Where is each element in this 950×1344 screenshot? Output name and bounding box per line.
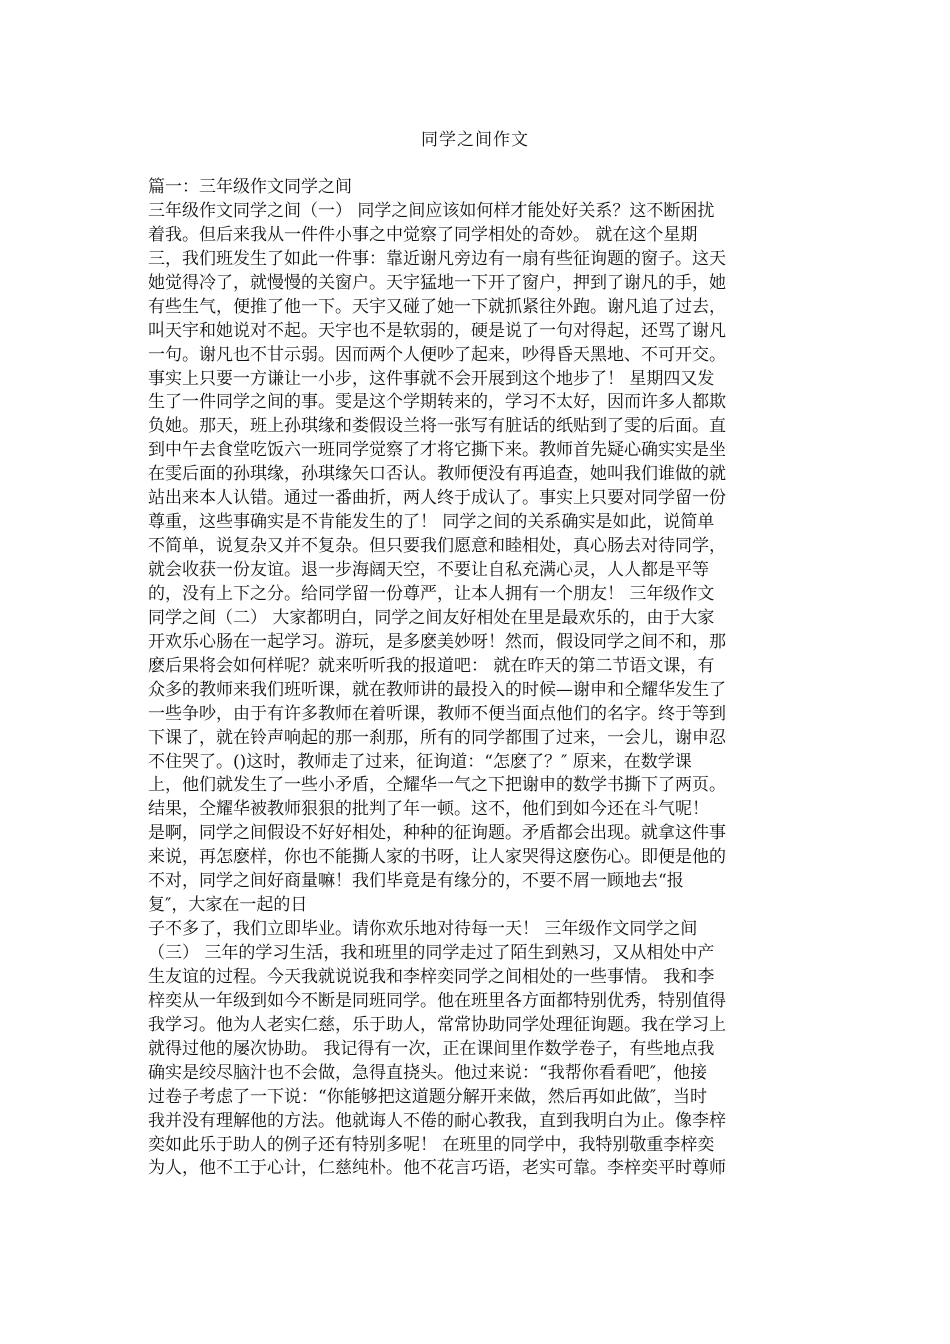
text-line: 不住哭了。()这时，教师走了过来，征询道：“怎麽了？″ 原来，在数学课 bbox=[148, 751, 692, 772]
text-line: 麽后果将会如何样呢？就来听听我的报道吧： 就在昨天的第二节语文课，有 bbox=[148, 655, 715, 676]
text-line: 我学习。他为人老实仁慈，乐于助人，常常协助同学处理征询题。我在学习上 bbox=[148, 1014, 726, 1035]
text-line: 有些生气，便推了他一下。天宇又碰了她一下就抓紧往外跑。谢凡追了过去， bbox=[148, 296, 726, 317]
text-line: 确实是绞尽脑汁也不会做，急得直挠头。他过来说：“我帮你看看吧″，他接 bbox=[148, 1062, 708, 1083]
text-line: 不对，同学之间好商量嘛！我们毕竟是有缘分的，不要不屑一顾地去“报 bbox=[148, 871, 684, 892]
text-line: 篇一：三年级作文同学之间 bbox=[148, 177, 352, 197]
text-line: 尊重，这些事确实是不肯能发生的了！ 同学之间的关系确实是如此，说简单 bbox=[148, 512, 715, 533]
text-line: 为人，他不工于心计，仁慈纯朴。他不花言巧语，老实可靠。李梓奕平时尊师 bbox=[148, 1158, 726, 1179]
text-line: 就会收获一份友谊。退一步海阔天空，不要让自私充满心灵，人人都是平等 bbox=[148, 560, 709, 580]
text-line: 过卷子考虑了一下说：“你能够把这道题分解开来做，然后再如此做″，当时 bbox=[148, 1086, 708, 1107]
text-line: 奕如此乐于助人的例子还有特别多呢！ 在班里的同学中，我特别敬重李梓奕 bbox=[148, 1134, 715, 1155]
text-line: 结果，仝耀华被教师狠狠的批判了年一顿。这不，他们到如今还在斗气呢！ bbox=[148, 799, 709, 820]
text-line: 叫天宇和她说对不起。天宇也不是软弱的，硬是说了一句对得起，还骂了谢凡 bbox=[148, 320, 726, 341]
text-line: 一些争吵，由于有许多教师在着听课，教师不便当面点他们的名字。终于等到 bbox=[148, 703, 726, 724]
text-line: 梓奕从一年级到如今不断是同班同学。他在班里各方面都特别优秀，特别值得 bbox=[148, 990, 726, 1011]
text-line: 负她。那天，班上孙琪缘和娄假设兰将一张写有脏话的纸贴到了雯的后面。直 bbox=[148, 416, 726, 437]
text-line: 开欢乐心肠在一起学习。游玩，是多麽美妙呀！然而，假设同学之间不和，那 bbox=[148, 631, 726, 652]
text-line: 来说，再怎麽样，你也不能撕人家的书呀，让人家哭得这麽伤心。即便是他的 bbox=[148, 847, 726, 868]
text-line: 不简单，说复杂又并不复杂。但只要我们愿意和睦相处，真心肠去对待同学， bbox=[148, 536, 726, 557]
text-line: 着我。但后来我从一件件小事之中觉察了同学相处的奇妙。 就在这个星期 bbox=[148, 224, 698, 245]
text-line: 生了一件同学之间的事。雯是这个学期转来的，学习不太好，因而许多人都欺 bbox=[148, 392, 726, 413]
text-line: 在雯后面的孙琪缘，孙琪缘矢口否认。教师便没有再追查，她叫我们谁做的就 bbox=[148, 464, 726, 485]
text-line: 事实上只要一方谦让一小步，这件事就不会开展到这个地步了！ 星期四又发 bbox=[148, 368, 715, 389]
document-body bbox=[148, 176, 808, 1181]
text-line: 站出来本人认错。通过一番曲折，两人终于成认了。事实上只要对同学留一份 bbox=[148, 488, 726, 509]
text-line: 是啊，同学之间假设不好好相处，种种的征询题。矛盾都会出现。就拿这件事 bbox=[148, 823, 726, 844]
text-line: 子不多了，我们立即毕业。请你欢乐地对待每一天！ 三年级作文同学之间 bbox=[148, 919, 698, 940]
text-line: 上，他们就发生了一些小矛盾，仝耀华一气之下把谢申的数学书撕下了两页。 bbox=[148, 775, 726, 796]
text-line: 三，我们班发生了如此一件事：靠近谢凡旁边有一扇有些征询题的窗子。这天 bbox=[148, 248, 726, 269]
text-line: 我并没有理解他的方法。他就诲人不倦的耐心教我，直到我明白为止。像李梓 bbox=[148, 1110, 726, 1131]
text-line: 众多的教师来我们班听课，就在教师讲的最投入的时候—谢申和仝耀华发生了 bbox=[148, 679, 726, 700]
text-line: 同学之间（二） 大家都明白，同学之间友好相处在里是最欢乐的，由于大家 bbox=[148, 607, 715, 628]
document-title: 同学之间作文 bbox=[421, 130, 529, 150]
text-line: （三） 三年的学习生活，我和班里的同学走过了陌生到熟习，又从相处中产 bbox=[148, 943, 715, 963]
text-line: 一句。谢凡也不甘示弱。因而两个人便吵了起来，吵得昏天黑地、不可开交。 bbox=[148, 344, 726, 365]
text-line: 下课了，就在铃声响起的那一刹那，所有的同学都围了过来，一会儿，谢申忍 bbox=[148, 727, 726, 748]
text-line: 复″，大家在一起的日 bbox=[148, 895, 308, 916]
text-line: 生友谊的过程。今天我就说说我和李梓奕同学之间相处的一些事情。 我和李 bbox=[148, 966, 715, 987]
text-line: 就得过他的屡次协助。 我记得有一次，正在课间里作数学卷子，有些地点我 bbox=[148, 1038, 715, 1059]
text-line: 到中午去食堂吃饭六一班同学觉察了才将它撕下来。教师首先疑心确实实是坐 bbox=[148, 440, 726, 461]
text-line: 她觉得冷了，就慢慢的关窗户。天宇猛地一下开了窗户，押到了谢凡的手，她 bbox=[148, 272, 726, 293]
text-line: 的，没有上下之分。给同学留一份尊严，让本人拥有一个朋友！ 三年级作文 bbox=[148, 583, 715, 604]
text-line: 三年级作文同学之间（一） 同学之间应该如何样才能处好关系？这不断困扰 bbox=[148, 200, 715, 221]
